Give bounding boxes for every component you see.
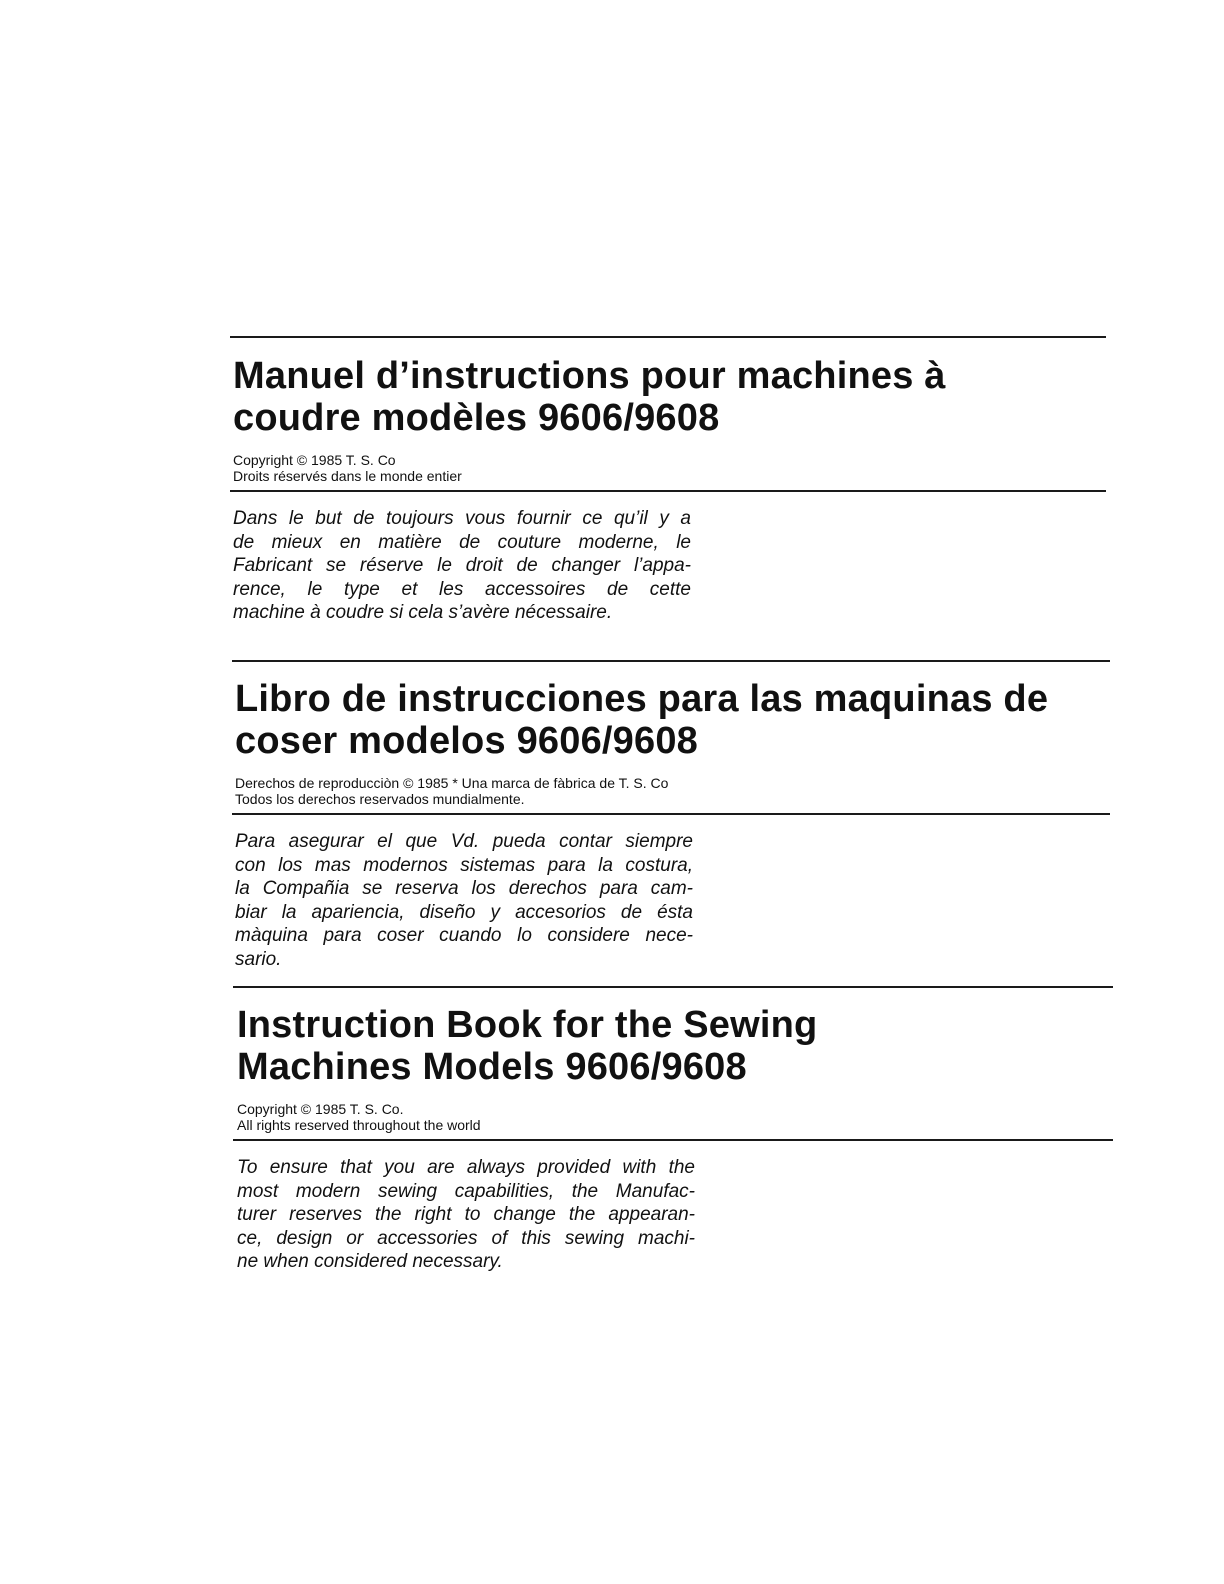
- title-french: [230, 355, 1106, 439]
- notice-line: ce, design or accessories of this sewing machi-: [237, 1227, 695, 1249]
- notice-line: Para asegurar el que Vd. pueda contar siempre: [235, 831, 693, 852]
- copyright-line: Copyright © 1985 T. S. Co: [233, 452, 396, 468]
- notice-line: biar la apariencia, diseño y accesorios de ésta: [235, 901, 693, 923]
- copyright-line: Copyright © 1985 T. S. Co.: [237, 1101, 404, 1117]
- notice-spanish: [232, 830, 693, 971]
- top-rule: [233, 986, 1113, 988]
- top-rule: [230, 336, 1106, 338]
- notice-line: ne when considered necessary.: [237, 1251, 503, 1272]
- notice-line: To ensure that you are always provided with the: [237, 1157, 695, 1178]
- divider-rule: [233, 1139, 1113, 1141]
- copyright-spanish: [232, 775, 1110, 807]
- rights-line: Todos los derechos reservados mundialmente.: [235, 791, 525, 807]
- notice-line: most modern sewing capabilities, the Manufac-: [237, 1180, 695, 1202]
- notice-line: la Compañia se reserva los derechos para cam-: [235, 878, 693, 899]
- title-line: Manuel d’instructions pour machines à: [233, 355, 946, 397]
- notice-line: con los mas modernos sistemas para la costura,: [235, 854, 693, 876]
- title-line: coudre modèles 9606/9608: [233, 397, 720, 439]
- rights-line: All rights reserved throughout the world: [237, 1117, 481, 1133]
- copyright-french: [230, 452, 1106, 484]
- title-english: [233, 1004, 1113, 1088]
- divider-rule: [232, 813, 1110, 815]
- section-spanish: [232, 660, 1110, 971]
- notice-english: [233, 1156, 695, 1274]
- notice-line: turer reserves the right to change the appearan-: [237, 1204, 695, 1225]
- title-line: Libro de instrucciones para las maquinas de: [235, 678, 1049, 720]
- title-line: coser modelos 9606/9608: [235, 720, 698, 762]
- rights-line: Droits réservés dans le monde entier: [233, 468, 462, 484]
- notice-line: rence, le type et les accessoires de cette: [233, 578, 691, 600]
- notice-french: [230, 507, 691, 625]
- section-french: [230, 336, 1106, 625]
- notice-line: de mieux en matière de couture moderne, le: [233, 531, 691, 553]
- notice-line: Fabricant se réserve le droit de changer l’appa-: [233, 555, 691, 576]
- notice-line: sario.: [235, 948, 282, 970]
- title-spanish: [232, 678, 1110, 762]
- title-line: Instruction Book for the Sewing: [237, 1004, 818, 1046]
- section-english: [233, 986, 1113, 1274]
- notice-line: màquina para coser cuando lo considere nece-: [235, 925, 693, 946]
- top-rule: [232, 660, 1110, 662]
- notice-line: machine à coudre si cela s’avère nécessaire.: [233, 602, 613, 623]
- notice-line: Dans le but de toujours vous fournir ce qu’il y a: [233, 508, 691, 529]
- title-line: Machines Models 9606/9608: [237, 1046, 747, 1088]
- divider-rule: [230, 490, 1106, 492]
- copyright-line: Derechos de reproducciòn © 1985 * Una marca de fàbrica de T. S. Co: [235, 775, 669, 791]
- copyright-english: [233, 1101, 1113, 1133]
